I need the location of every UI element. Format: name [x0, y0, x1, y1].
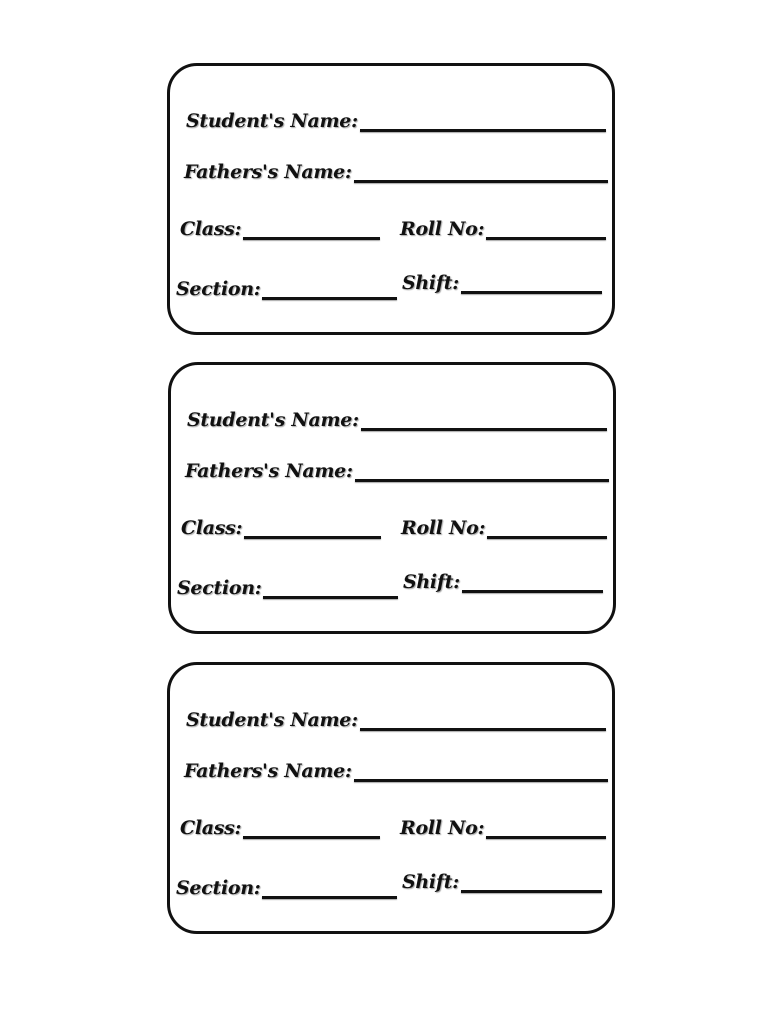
- shift-field: [403, 563, 603, 593]
- roll-no-field: [400, 210, 606, 240]
- father-name-blank[interactable]: [354, 180, 608, 183]
- roll-no-blank[interactable]: [486, 237, 606, 240]
- class-field: [181, 509, 381, 539]
- class-label: Class:: [180, 218, 242, 240]
- class-blank[interactable]: [244, 536, 381, 539]
- class-field: [180, 210, 380, 240]
- class-label: Class:: [180, 817, 242, 839]
- label-card-3: [167, 662, 615, 934]
- shift-label: Shift:: [402, 871, 459, 893]
- class-blank[interactable]: [243, 237, 380, 240]
- father-name-label: Fathers's Name:: [184, 161, 352, 183]
- section-blank[interactable]: [262, 297, 397, 300]
- roll-no-blank[interactable]: [487, 536, 607, 539]
- section-label: Section:: [176, 877, 261, 899]
- father-name-field: [184, 153, 608, 183]
- section-field: [177, 569, 398, 599]
- class-field: [180, 809, 380, 839]
- father-name-field: [184, 752, 608, 782]
- student-name-label: Student's Name:: [187, 409, 359, 431]
- student-name-label: Student's Name:: [186, 709, 358, 731]
- shift-blank[interactable]: [461, 890, 602, 893]
- father-name-blank[interactable]: [355, 479, 609, 482]
- shift-field: [402, 264, 602, 294]
- shift-field: [402, 863, 602, 893]
- roll-no-field: [401, 509, 607, 539]
- roll-no-label: Roll No:: [401, 517, 486, 539]
- section-label: Section:: [177, 577, 262, 599]
- student-name-blank[interactable]: [360, 129, 606, 132]
- student-name-field: [186, 102, 606, 132]
- student-name-blank[interactable]: [361, 428, 607, 431]
- student-name-field: [187, 401, 607, 431]
- roll-no-blank[interactable]: [486, 836, 606, 839]
- father-name-label: Fathers's Name:: [185, 460, 353, 482]
- student-name-label: Student's Name:: [186, 110, 358, 132]
- section-field: [176, 270, 397, 300]
- roll-no-field: [400, 809, 606, 839]
- father-name-blank[interactable]: [354, 779, 608, 782]
- section-field: [176, 869, 397, 899]
- section-blank[interactable]: [262, 896, 397, 899]
- father-name-label: Fathers's Name:: [184, 760, 352, 782]
- shift-label: Shift:: [403, 571, 460, 593]
- father-name-field: [185, 452, 609, 482]
- section-label: Section:: [176, 278, 261, 300]
- student-name-field: [186, 701, 606, 731]
- class-label: Class:: [181, 517, 243, 539]
- shift-blank[interactable]: [461, 291, 602, 294]
- student-name-blank[interactable]: [360, 728, 606, 731]
- roll-no-label: Roll No:: [400, 817, 485, 839]
- roll-no-label: Roll No:: [400, 218, 485, 240]
- shift-blank[interactable]: [462, 590, 603, 593]
- label-card-2: [168, 362, 616, 634]
- section-blank[interactable]: [263, 596, 398, 599]
- label-card-1: [167, 63, 615, 335]
- shift-label: Shift:: [402, 272, 459, 294]
- class-blank[interactable]: [243, 836, 380, 839]
